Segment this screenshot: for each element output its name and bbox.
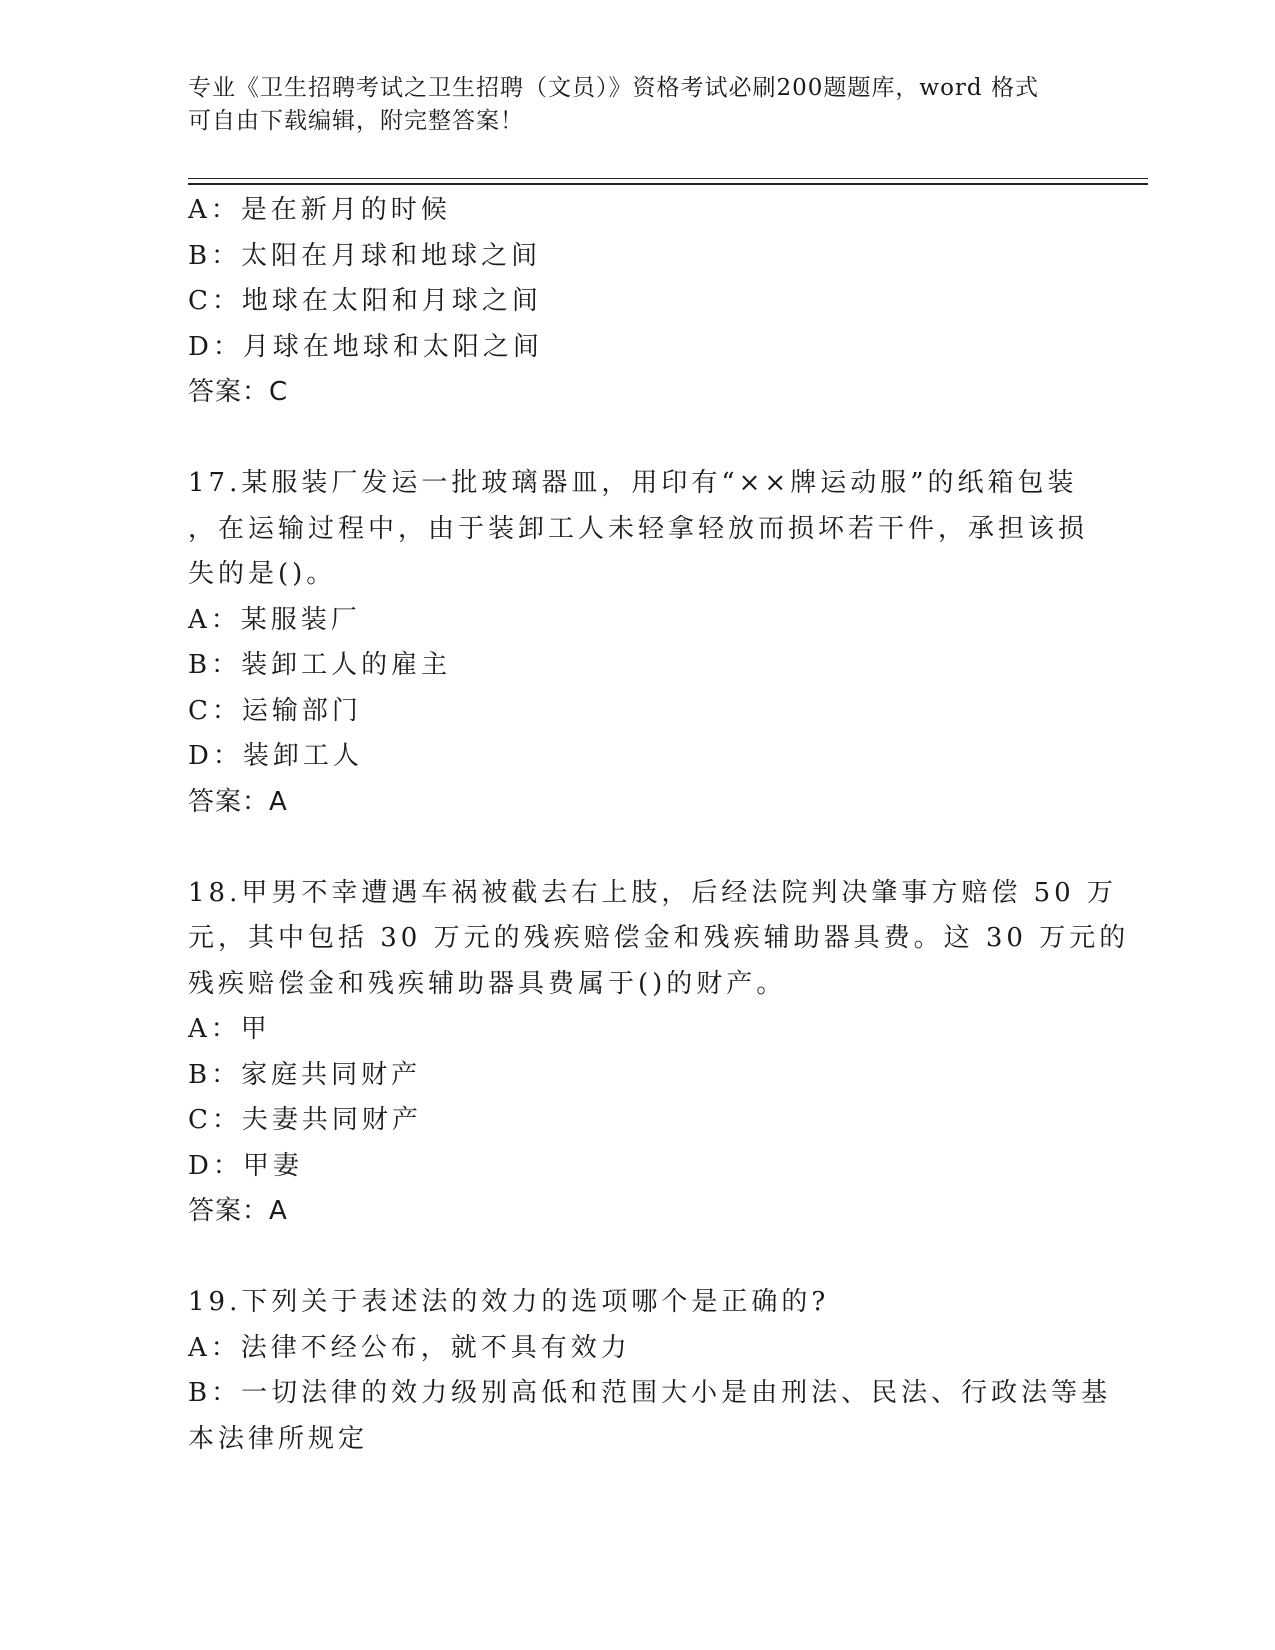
- header-line-2: 可自由下载编辑，附完整答案！: [188, 108, 524, 134]
- option-a: A：法律不经公布，就不具有效力: [188, 1332, 631, 1363]
- option-a: A：某服装厂: [188, 604, 361, 635]
- question-block-16: [188, 188, 1088, 416]
- document-header: [188, 72, 1088, 138]
- header-divider-thin: [188, 178, 1148, 179]
- question-block-18: [188, 871, 1130, 1235]
- option-c: C：运输部门: [188, 695, 362, 726]
- spacer: [188, 825, 1088, 871]
- option-b: B：太阳在月球和地球之间: [188, 240, 542, 271]
- question-text-line: 17.某服装厂发运一批玻璃器皿，用印有“××牌运动服”的纸箱包装: [188, 468, 1078, 498]
- option-c: C：夫妻共同财产: [188, 1105, 422, 1135]
- option-b-continued: 本法律所规定: [188, 1423, 369, 1454]
- question-text-line: ，在运输过程中，由于装卸工人未轻拿轻放而损坏若干件，承担该损: [188, 513, 1089, 544]
- question-content: [188, 188, 1130, 1462]
- answer-label: 答案：C: [188, 377, 289, 407]
- option-d: D：甲妻: [188, 1150, 303, 1181]
- answer-label: 答案：A: [188, 1196, 288, 1226]
- option-d: D：月球在地球和太阳之间: [188, 331, 543, 362]
- question-text-line: 元，其中包括 30 万元的残疾赔偿金和残疾辅助器具费。这 30 万元的: [188, 923, 1130, 953]
- option-b: B：装卸工人的雇主: [188, 650, 452, 680]
- question-block-17: [188, 461, 1088, 825]
- option-a: A：是在新月的时候: [188, 195, 451, 225]
- option-b: B：家庭共同财产: [188, 1059, 422, 1090]
- option-a: A：甲: [188, 1014, 271, 1044]
- header-divider-thick: [188, 183, 1148, 185]
- spacer: [188, 1235, 1088, 1281]
- option-c: C：地球在太阳和月球之间: [188, 286, 542, 316]
- option-b: B：一切法律的效力级别高低和范围大小是由刑法、民法、行政法等基: [188, 1378, 1112, 1408]
- question-text-line: 失的是()。: [188, 559, 337, 589]
- header-line-1: 专业《卫生招聘考试之卫生招聘（文员）》资格考试必刷200题题库，word 格式: [188, 75, 1039, 101]
- answer-label: 答案：A: [188, 786, 288, 817]
- question-text-line: 残疾赔偿金和残疾辅助器具费属于()的财产。: [188, 968, 787, 999]
- question-block-19: [188, 1280, 1112, 1462]
- option-d: D：装卸工人: [188, 741, 363, 771]
- question-text-line: 19.下列关于表述法的效力的选项哪个是正确的?: [188, 1287, 830, 1317]
- spacer: [188, 416, 1088, 462]
- question-text-line: 18.甲男不幸遭遇车祸被截去右上肢，后经法院判决肇事方赔偿 50 万: [188, 877, 1117, 908]
